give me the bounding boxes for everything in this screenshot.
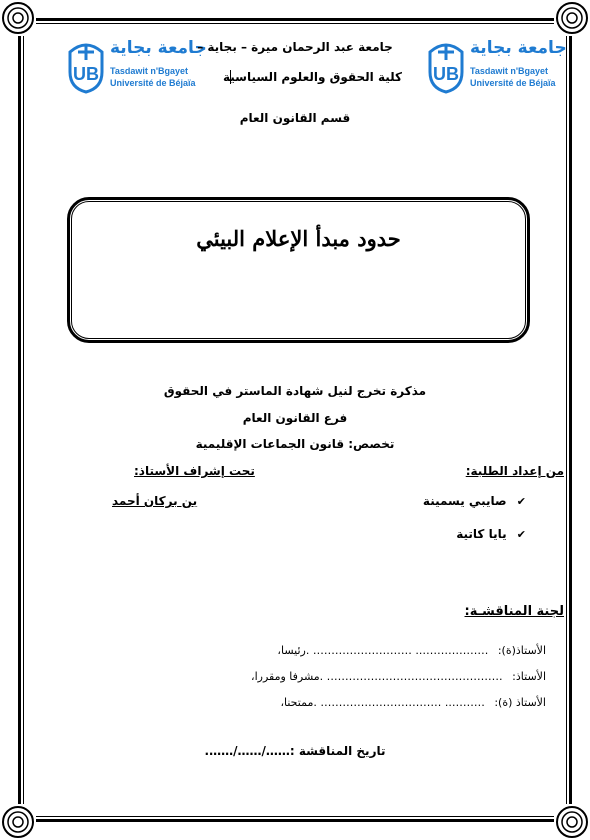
university-name: جامعة عبد الرحمان ميرة – بجاية – xyxy=(197,40,393,54)
thesis-specialty: تخصص: قانون الجماعات الإقليمية xyxy=(195,437,395,451)
university-emblem-icon xyxy=(426,38,466,94)
student-name: يايا كاتية xyxy=(456,527,507,541)
corner-ornament-icon xyxy=(0,804,36,840)
faculty-name: كلية الحقوق والعلوم السياسية xyxy=(222,70,402,84)
svg-text:UB: UB xyxy=(433,64,459,84)
department-name: قسم القانون العام xyxy=(239,111,351,125)
jury-row xyxy=(277,644,546,657)
supervisor-name: بن بركان أحمد xyxy=(112,494,198,508)
jury-member-name-blank: ………………………………………… xyxy=(326,670,503,683)
jury-member-name-blank: ……….. …………………………… xyxy=(320,696,485,709)
jury-row xyxy=(251,670,546,683)
check-icon: ✔ xyxy=(516,495,526,508)
defense-date: تاريخ المناقشة :……/……/……. xyxy=(204,744,386,758)
corner-ornament-icon xyxy=(554,804,590,840)
logo-line-2: Université de Béjaïa xyxy=(470,78,556,88)
thesis-branch: فرع القانون العام xyxy=(242,411,348,425)
logo-line-1: Tasdawit n'Bgayet xyxy=(110,66,188,76)
student-item xyxy=(456,527,526,541)
title-frame-inner xyxy=(71,201,526,339)
corner-ornament-icon xyxy=(554,0,590,36)
logo-line-2: Université de Béjaïa xyxy=(110,78,196,88)
jury-member-name-blank: ……………….. ……………………… xyxy=(312,644,489,657)
thesis-purpose: مذكرة تخرج لنيل شهادة الماستر في الحقوق xyxy=(163,384,427,398)
jury-member-title: الأستاذ: xyxy=(512,670,546,683)
supervisor-label: تحت إشراف الأستاذ: xyxy=(134,464,255,478)
university-emblem-icon xyxy=(66,38,106,94)
students-label: من إعداد الطلبة: xyxy=(465,464,564,478)
svg-text:UB: UB xyxy=(73,64,99,84)
logo-line-1: Tasdawit n'Bgayet xyxy=(470,66,548,76)
university-logo-right xyxy=(426,36,567,98)
logo-arabic-text: جامعة بجاية xyxy=(110,38,207,58)
jury-member-role: .ممتحنا، xyxy=(280,696,317,709)
jury-member-role: .مشرفا ومقررا، xyxy=(251,670,324,683)
jury-label: لجنة المناقشـة: xyxy=(464,604,564,619)
university-logo-left xyxy=(66,36,207,98)
jury-row xyxy=(280,696,546,709)
jury-member-role: .رئيسا، xyxy=(277,644,310,657)
check-icon: ✔ xyxy=(516,528,526,541)
jury-member-title: الأستاذ (ة): xyxy=(494,696,546,709)
student-item xyxy=(423,494,526,508)
student-name: صايبي يسمينة xyxy=(422,494,507,508)
corner-ornament-icon xyxy=(0,0,36,36)
logo-arabic-text: جامعة بجاية xyxy=(470,38,567,58)
jury-member-title: الأستاذ(ة): xyxy=(497,644,546,657)
thesis-title: حدود مبدأ الإعلام البيئي xyxy=(196,226,401,251)
